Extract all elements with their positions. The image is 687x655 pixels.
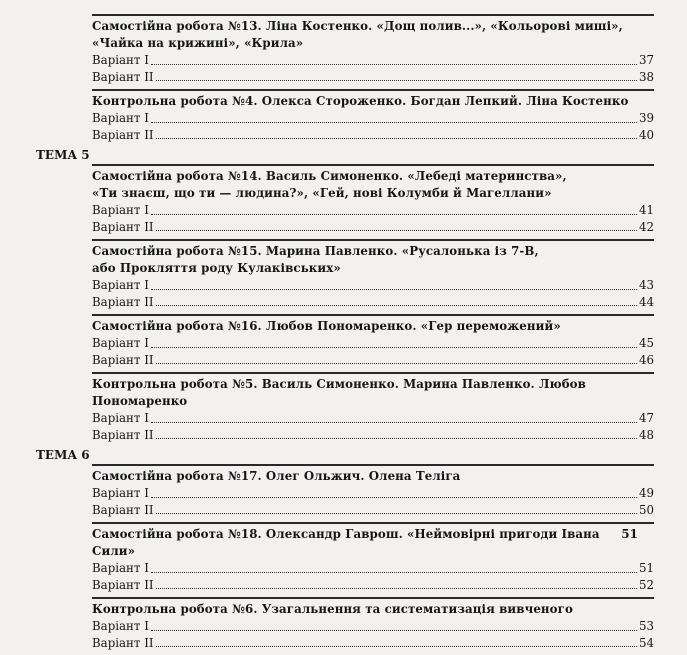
entry-title-line: Контрольна робота №5. Василь Симоненко. Марина Павленко. Любов Пономаренко	[92, 377, 586, 408]
entry-title	[92, 468, 654, 485]
entry-title	[92, 526, 621, 560]
variant-label: Варіант I	[92, 53, 149, 67]
variant-row	[92, 335, 654, 352]
entry-title	[92, 93, 654, 110]
variant-row	[92, 635, 654, 652]
variant-row	[92, 127, 654, 144]
variant-page-number: 38	[638, 69, 654, 84]
variant-page-number: 48	[638, 427, 654, 442]
dot-leader	[151, 213, 637, 215]
dot-leader	[151, 121, 637, 123]
entry-heading	[92, 464, 654, 485]
entry-title-line: Самостійна робота №17. Олег Ольжич. Олена Теліга	[92, 469, 461, 483]
variant-label: Варіант I	[92, 203, 149, 217]
variant-row	[92, 502, 654, 519]
dot-leader	[151, 629, 637, 631]
variant-label: Варіант II	[92, 427, 154, 442]
entry-title-line: Контрольна робота №6. Узагальнення та систематизація вивченого	[92, 602, 573, 616]
variant-page-number: 41	[638, 203, 654, 217]
variant-page-number: 44	[638, 294, 654, 309]
dot-leader	[151, 288, 637, 290]
variant-page-number: 43	[638, 278, 654, 292]
entry-rule	[92, 239, 654, 241]
toc-entry	[0, 164, 687, 235]
entry-title-line: Самостійна робота №15. Марина Павленко. «Русалонька із 7-В,	[92, 244, 539, 258]
variant-page-number: 50	[638, 502, 654, 517]
entry-title	[92, 168, 654, 202]
entry-heading	[92, 597, 654, 618]
variant-label: Варіант I	[92, 411, 149, 425]
variant-page-number: 40	[638, 127, 654, 142]
dot-leader	[151, 496, 637, 498]
entry-title-line: Самостійна робота №16. Любов Пономаренко. «Гер переможений»	[92, 319, 561, 333]
variant-page-number: 53	[638, 619, 654, 633]
variant-page-number: 42	[638, 219, 654, 234]
dot-leader	[156, 304, 637, 306]
entry-rule	[92, 164, 654, 166]
entry-rule	[92, 464, 654, 466]
dot-leader	[151, 346, 637, 348]
entry-rule	[92, 597, 654, 599]
theme-heading: ТЕМА 5	[36, 148, 90, 162]
entry-title-line: «Чайка на крижині», «Крила»	[92, 36, 304, 50]
entry-title	[92, 376, 654, 410]
entry-heading	[92, 89, 654, 110]
variant-label: Варіант I	[92, 561, 149, 575]
entry-heading	[92, 239, 654, 277]
variant-label: Варіант I	[92, 336, 149, 350]
variant-row	[92, 110, 654, 127]
entry-page-number: 51	[621, 527, 638, 541]
variant-label: Варіант II	[92, 69, 154, 84]
entry-heading	[92, 164, 654, 202]
toc-entry	[0, 597, 687, 651]
toc-entry	[0, 239, 687, 310]
variant-label: Варіант II	[92, 502, 154, 517]
variant-page-number: 52	[638, 577, 654, 592]
entry-title	[92, 601, 654, 618]
variant-label: Варіант II	[92, 635, 154, 650]
variant-row	[92, 52, 654, 69]
dot-leader	[151, 63, 637, 65]
variant-row	[92, 410, 654, 427]
entry-title-line: «Ти знаєш, що ти — людина?», «Гей, нові Колумби й Магеллани»	[92, 186, 552, 200]
dot-leader	[156, 137, 637, 139]
variant-page-number: 37	[638, 53, 654, 67]
dot-leader	[156, 512, 637, 514]
entry-title-line: Самостійна робота №14. Василь Симоненко. «Лебеді материнства»,	[92, 169, 567, 183]
toc-entry	[0, 372, 687, 443]
variant-row	[92, 618, 654, 635]
entry-rule	[92, 314, 654, 316]
toc-entry	[0, 89, 687, 143]
variant-label: Варіант I	[92, 111, 149, 125]
variant-label: Варіант II	[92, 577, 154, 592]
entry-title-line: Самостійна робота №18. Олександр Гаврош. «Неймовірні пригоди Івана Сили»	[92, 527, 600, 558]
variant-label: Варіант I	[92, 619, 149, 633]
variant-page-number: 45	[638, 336, 654, 350]
toc-entry	[0, 14, 687, 85]
toc-entry	[0, 314, 687, 368]
variant-page-number: 46	[638, 352, 654, 367]
variant-row	[92, 352, 654, 369]
dot-leader	[156, 362, 637, 364]
entry-title-line: або Прокляття роду Кулаківських»	[92, 261, 341, 275]
variant-row	[92, 69, 654, 86]
entry-title	[92, 18, 654, 52]
entry-heading	[92, 14, 654, 52]
entry-title	[92, 318, 654, 335]
entry-title-line: Контрольна робота №4. Олекса Стороженко. Богдан Лепкий. Ліна Костенко	[92, 94, 629, 108]
variant-row	[92, 294, 654, 311]
dot-leader	[151, 421, 637, 423]
entry-heading	[92, 522, 654, 560]
dot-leader	[156, 437, 637, 439]
variant-row	[92, 277, 654, 294]
entry-title-line: Самостійна робота №13. Ліна Костенко. «Дощ полив...», «Кольорові миші»,	[92, 19, 623, 33]
entry-heading	[92, 314, 654, 335]
variant-page-number: 54	[638, 635, 654, 650]
dot-leader	[151, 571, 637, 573]
entry-rule	[92, 89, 654, 91]
dot-leader	[156, 79, 637, 81]
variant-label: Варіант I	[92, 278, 149, 292]
variant-row	[92, 219, 654, 236]
variant-label: Варіант II	[92, 352, 154, 367]
variant-row	[92, 202, 654, 219]
entry-heading	[92, 372, 654, 410]
variant-label: Варіант II	[92, 127, 154, 142]
variant-row	[92, 485, 654, 502]
dot-leader	[156, 587, 637, 589]
dot-leader	[156, 229, 637, 231]
variant-row	[92, 577, 654, 594]
entry-rule	[92, 372, 654, 374]
entry-rule	[92, 14, 654, 16]
entry-rule	[92, 522, 654, 524]
variant-page-number: 47	[638, 411, 654, 425]
variant-page-number: 51	[638, 561, 654, 575]
variant-page-number: 49	[638, 486, 654, 500]
entry-title	[92, 243, 654, 277]
variant-label: Варіант II	[92, 294, 154, 309]
variant-label: Варіант I	[92, 486, 149, 500]
variant-row	[92, 560, 654, 577]
variant-row	[92, 427, 654, 444]
dot-leader	[156, 645, 637, 647]
variant-page-number: 39	[638, 111, 654, 125]
toc-entry	[0, 522, 687, 593]
theme-heading: ТЕМА 6	[36, 448, 90, 462]
variant-label: Варіант II	[92, 219, 154, 234]
toc-entry	[0, 464, 687, 518]
